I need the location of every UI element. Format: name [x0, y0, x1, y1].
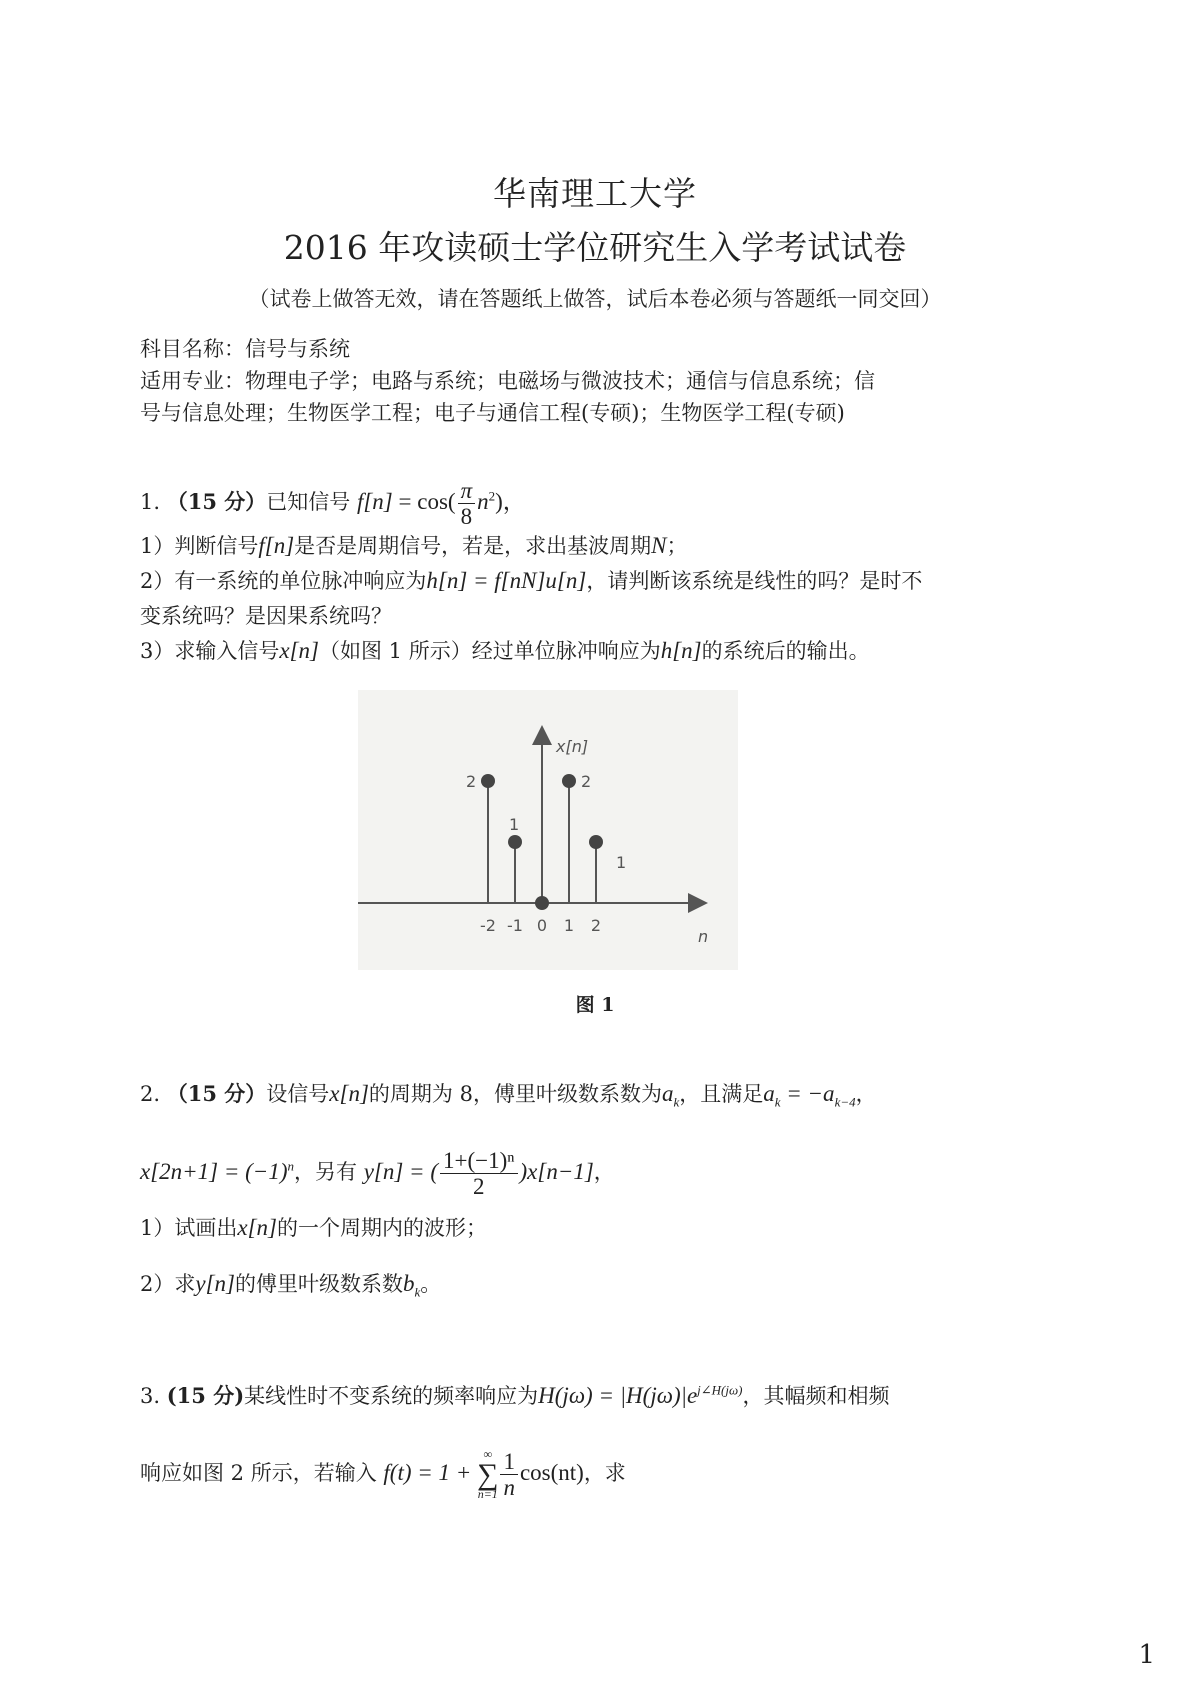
majors-line-2: 号与信息处理；生物医学工程；电子与通信工程(专硕)；生物医学工程(专硕)	[140, 401, 845, 425]
x-tick-label: 1	[563, 916, 575, 935]
subject-name: 信号与系统	[245, 337, 350, 361]
figure-1	[358, 690, 738, 970]
value-label: 1	[616, 853, 627, 872]
formula-f-n: f[n] = cos( $\frac{\pi}{8}$ $n^2$)，	[356, 478, 526, 530]
question-2-line-2: $x[2n+1] = (-1)^n$，另有 y[n] = ( $\frac{\text{1+(−1)ⁿ}}{2}$ )x[n−1]，	[140, 1148, 615, 1200]
exam-title: 2016 年攻读硕士学位研究生入学考试试卷	[283, 228, 907, 267]
question-2-part-2: 2）求y[n]的傅里叶级数系数$b_k$。	[140, 1271, 442, 1300]
subject-label: 科目名称：	[140, 337, 245, 361]
stem-point	[589, 835, 603, 849]
stem-point	[562, 774, 576, 788]
majors-label: 适用专业：	[140, 369, 245, 393]
question-1-part-3: 3）求输入信号x[n]（如图 1 所示）经过单位脉冲响应为h[n]的系统后的输出。	[140, 638, 870, 663]
university-title: 华南理工大学	[493, 174, 697, 213]
x-tick-label: 0	[536, 916, 548, 935]
question-1-stem	[140, 478, 526, 530]
x-tick-label: 2	[590, 916, 602, 935]
majors-line-1	[140, 365, 875, 395]
question-2-part-1: 1）试画出x[n]的一个周期内的波形；	[140, 1215, 487, 1240]
exam-instruction: （试卷上做答无效，请在答题纸上做答，试后本卷必须与答题纸一同交回）	[248, 287, 942, 311]
question-1-part-2-cont: 变系统吗？是因果系统吗？	[140, 604, 392, 628]
stem-point	[508, 835, 522, 849]
value-label: 1	[509, 815, 520, 834]
question-1-part-1: 1）判断信号f[n]是否是周期信号，若是，求出基波周期N；	[140, 533, 688, 558]
question-points: （15 分）	[166, 489, 267, 515]
majors-text-1: 物理电子学；电路与系统；电磁场与微波技术；通信与信息系统；信	[245, 369, 875, 393]
question-intro: 已知信号	[266, 490, 351, 515]
question-1-part-2: 2）有一系统的单位脉冲响应为h[n] = f[nN]u[n]，请判断该系统是线性的吗？是时不	[140, 568, 923, 593]
subject-line	[140, 333, 350, 363]
question-3-stem: 3. (15 分)某线性时不变系统的频率响应为$H(j\omega) = |H(j\omega)|e^{j\angle H(j\omega)}$，其幅频和相频	[140, 1382, 890, 1408]
summation-symbol: ∞ ∑ n=1	[477, 1447, 499, 1502]
coefficient-relation: $a_k = -a_{k-4}$	[763, 1081, 856, 1110]
value-label: 2	[581, 772, 592, 791]
x-tick-label: -1	[507, 916, 523, 935]
stem-plot	[358, 690, 738, 970]
question-2-stem: 2. （15 分）设信号x[n]的周期为 8，傅里叶级数系数为$a_k$，且满足$a_k = -a_{k-4}$，	[140, 1081, 877, 1110]
stem-point	[535, 896, 549, 910]
x-tick-label: -2	[480, 916, 496, 935]
page-number: 1	[1138, 1640, 1155, 1670]
value-label: 2	[466, 772, 477, 791]
question-number: 1.	[140, 490, 161, 515]
question-3-line-2: 响应如图 2 所示，若输入 f(t) = 1 + ∞ ∑ n=1 $\frac{1}{n}$ cos(nt)，求	[140, 1447, 626, 1502]
x-axis-label: n	[698, 927, 709, 946]
figure-1-caption: 图 1	[575, 994, 615, 1016]
y-axis-label: x[n]	[556, 737, 589, 756]
stem-point	[481, 774, 495, 788]
